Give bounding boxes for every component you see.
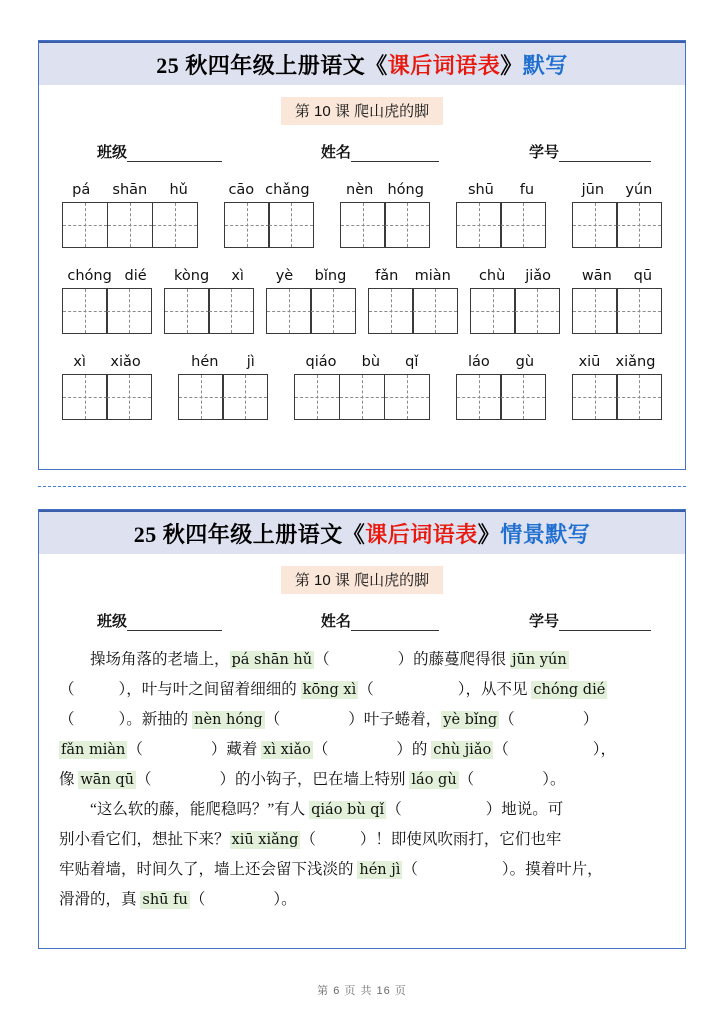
sheet1-title-red: 课后词语表 <box>387 52 501 78</box>
word-group <box>61 354 153 420</box>
pinyin-syllable: shān <box>112 182 148 198</box>
word-group <box>571 354 663 420</box>
sheet1-lesson-row <box>39 97 685 125</box>
panel-separator <box>38 486 686 487</box>
writing-boxes <box>62 288 153 334</box>
sheet1-class-label: 班级 <box>97 145 128 161</box>
sheet1-lesson-chip: 第 10 课 爬山虎的脚 <box>281 97 443 125</box>
tianzige-cell[interactable] <box>368 288 414 334</box>
sheet1-title-band <box>39 41 685 85</box>
tianzige-cell[interactable] <box>470 288 516 334</box>
tianzige-cell[interactable] <box>412 288 458 334</box>
word-row <box>61 182 663 248</box>
passage-text: （ <box>312 741 329 758</box>
pinyin-label <box>571 354 663 370</box>
sheet1-title <box>156 49 568 80</box>
passage-text: （ <box>136 771 152 788</box>
word-group <box>177 354 269 420</box>
writing-boxes <box>178 374 269 420</box>
tianzige-cell[interactable] <box>222 374 268 420</box>
pinyin-prompt: láo gù <box>411 772 457 788</box>
sheet1-class-blank[interactable] <box>127 147 222 162</box>
pinyin-prompt: nèn hóng <box>194 712 263 728</box>
sheet1-id-field[interactable] <box>529 141 651 162</box>
passage-text: 像 <box>59 771 79 788</box>
passage-line <box>59 765 665 795</box>
word-group <box>367 268 459 334</box>
pinyin-prompt: hén jì <box>359 862 401 878</box>
pinyin-label <box>455 354 547 370</box>
pinyin-prompt: xiū xiǎng <box>231 832 299 848</box>
tianzige-cell[interactable] <box>384 374 430 420</box>
writing-boxes <box>572 202 663 248</box>
tianzige-cell[interactable] <box>106 288 152 334</box>
pinyin-prompt: fǎn miàn <box>61 742 126 758</box>
word-group <box>61 182 199 248</box>
pinyin-syllable: chǎng <box>265 182 310 198</box>
worksheet-panel-context-dictation <box>38 509 686 949</box>
passage-text: （ <box>458 771 475 788</box>
pinyin-prompt: pá shān hǔ <box>231 652 313 668</box>
sheet1-name-blank[interactable] <box>351 147 439 162</box>
passage-text: （ <box>314 651 330 668</box>
pinyin-prompt: chù jiǎo <box>433 742 492 758</box>
writing-boxes <box>572 288 663 334</box>
passage-text: （ <box>127 741 143 758</box>
passage-line <box>59 705 665 735</box>
writing-boxes <box>266 288 357 334</box>
tianzige-cell[interactable] <box>500 202 546 248</box>
pinyin-syllable: hǔ <box>169 182 188 198</box>
pinyin-syllable: jiǎo <box>525 268 552 284</box>
pinyin-syllable: hén <box>191 354 219 370</box>
sheet1-info-row <box>39 141 685 162</box>
writing-boxes <box>62 374 153 420</box>
sheet2-info-row <box>39 610 685 631</box>
passage-text: ）， <box>592 741 616 758</box>
tianzige-cell[interactable] <box>268 202 314 248</box>
tianzige-cell[interactable] <box>384 202 430 248</box>
pinyin-label <box>455 182 547 198</box>
pinyin-label <box>223 182 315 198</box>
passage-text: ）的小钩子，巴在墙上特别 <box>219 771 410 788</box>
pinyin-syllable: xiǎo <box>110 354 141 370</box>
passage-text: ）。 <box>542 771 566 788</box>
pinyin-syllable: bǐng <box>314 268 347 284</box>
pinyin-label <box>367 268 459 284</box>
sheet2-lesson-chip: 第 10 课 爬山虎的脚 <box>281 566 443 594</box>
pinyin-syllable: shū <box>467 182 494 198</box>
passage-text: “这么软的藤，能爬稳吗？”有人 <box>90 801 310 818</box>
sheet1-name-label: 姓名 <box>320 145 351 161</box>
passage-text: ）！即使风吹雨打，它们也牢 <box>359 831 562 848</box>
pinyin-label <box>61 182 199 198</box>
passage-text: （ <box>264 711 281 728</box>
passage-text: ）的 <box>396 741 432 758</box>
pinyin-label <box>265 268 357 284</box>
tianzige-cell[interactable] <box>340 202 386 248</box>
sheet2-class-blank[interactable] <box>127 616 222 631</box>
sheet2-id-label: 学号 <box>528 614 559 630</box>
writing-boxes <box>340 202 431 248</box>
sheet2-title-red: 课后词语表 <box>365 521 478 547</box>
tianzige-cell[interactable] <box>164 288 210 334</box>
sheet2-name-blank[interactable] <box>351 616 439 631</box>
tianzige-cell[interactable] <box>62 374 108 420</box>
passage-text: （ <box>59 711 75 728</box>
word-group <box>61 268 153 334</box>
tianzige-cell[interactable] <box>224 202 270 248</box>
pinyin-label <box>339 182 431 198</box>
tianzige-cell[interactable] <box>514 288 560 334</box>
word-group <box>455 182 547 248</box>
worksheet-panel-dictation <box>38 40 686 470</box>
tianzige-cell[interactable] <box>616 288 662 334</box>
tianzige-cell[interactable] <box>456 374 502 420</box>
pinyin-syllable: hóng <box>387 182 424 198</box>
word-group <box>469 268 561 334</box>
sheet1-id-blank[interactable] <box>559 147 651 162</box>
word-group <box>571 268 663 334</box>
tianzige-cell[interactable] <box>310 288 356 334</box>
pinyin-syllable: cāo <box>228 182 255 198</box>
pinyin-syllable: jì <box>246 354 255 370</box>
pinyin-prompt: chóng dié <box>533 682 606 698</box>
passage-text: 滑滑的，真 <box>59 891 141 908</box>
sheet2-class-label: 班级 <box>97 614 128 630</box>
sheet2-class-field[interactable] <box>97 610 321 631</box>
passage-text: ）。摸着叶片， <box>501 861 603 878</box>
passage-text: （ <box>358 681 374 698</box>
pinyin-label <box>571 182 663 198</box>
word-group <box>571 182 663 248</box>
sheet1-class-field[interactable] <box>97 141 321 162</box>
pinyin-syllable: kòng <box>174 268 210 284</box>
word-group <box>339 182 431 248</box>
tianzige-cell[interactable] <box>266 288 312 334</box>
writing-boxes <box>164 288 255 334</box>
passage-text: ）。新抽的 <box>118 711 193 728</box>
writing-boxes <box>572 374 663 420</box>
pinyin-syllable: qiáo <box>305 354 337 370</box>
sheet2-title <box>134 518 591 549</box>
tianzige-cell[interactable] <box>500 374 546 420</box>
pinyin-syllable: chóng <box>67 268 112 284</box>
word-group <box>293 354 431 420</box>
passage-text: （ <box>386 801 402 818</box>
sheet2-lesson-row <box>39 566 685 594</box>
writing-boxes <box>470 288 561 334</box>
pinyin-syllable: jūn <box>581 182 605 198</box>
pinyin-syllable: dié <box>124 268 147 284</box>
pinyin-label <box>177 354 269 370</box>
tianzige-cell[interactable] <box>208 288 254 334</box>
passage-text: （ <box>300 831 316 848</box>
pinyin-prompt: yè bǐng <box>443 712 498 728</box>
passage-text: （ <box>189 891 206 908</box>
pinyin-label <box>163 268 255 284</box>
sheet2-title-band <box>39 510 685 554</box>
page-footer: 第 6 页 共 16 页 <box>317 985 407 997</box>
sheet2-name-label: 姓名 <box>320 614 351 630</box>
tianzige-cell[interactable] <box>572 374 618 420</box>
passage-text: 操场角落的老墙上， <box>90 651 230 668</box>
word-group <box>455 354 547 420</box>
passage-line <box>59 645 665 675</box>
passage-text: 牢贴着墙，时间久了，墙上还会留下浅淡的 <box>59 861 358 878</box>
writing-boxes <box>224 202 315 248</box>
pinyin-label <box>61 354 153 370</box>
tianzige-cell[interactable] <box>339 374 385 420</box>
pinyin-syllable: fu <box>519 182 535 198</box>
tianzige-cell[interactable] <box>62 202 108 248</box>
passage-text: （ <box>402 861 418 878</box>
passage-text: ）叶子蜷着， <box>348 711 442 728</box>
passage-line <box>59 735 665 765</box>
pinyin-syllable: qǐ <box>405 354 419 370</box>
pinyin-prompt: shū fu <box>142 892 188 908</box>
pinyin-syllable: chù <box>478 268 506 284</box>
pinyin-prompt: qiáo bù qǐ <box>311 802 385 818</box>
pinyin-label <box>293 354 431 370</box>
context-passage <box>39 645 685 915</box>
passage-line <box>59 885 665 915</box>
tianzige-cell[interactable] <box>62 288 108 334</box>
pinyin-syllable: yún <box>625 182 653 198</box>
passage-line <box>59 825 665 855</box>
tianzige-cell[interactable] <box>106 374 152 420</box>
tianzige-cell[interactable] <box>616 202 662 248</box>
passage-line <box>59 795 665 825</box>
word-grid-rows <box>39 182 685 420</box>
tianzige-cell[interactable] <box>294 374 340 420</box>
pinyin-syllable: xiǎng <box>615 354 656 370</box>
sheet1-title-mid: 》 <box>500 52 523 78</box>
word-row <box>61 354 663 420</box>
sheet1-name-field[interactable] <box>321 141 529 162</box>
tianzige-cell[interactable] <box>107 202 153 248</box>
word-group <box>223 182 315 248</box>
pinyin-syllable: gù <box>515 354 535 370</box>
pinyin-syllable: miàn <box>414 268 451 284</box>
pinyin-prompt: xì xiǎo <box>263 742 311 758</box>
pinyin-prompt: wān qū <box>80 772 135 788</box>
tianzige-cell[interactable] <box>572 202 618 248</box>
sheet2-title-suffix: 情景默写 <box>500 521 591 547</box>
sheet2-id-blank[interactable] <box>559 616 651 631</box>
word-group <box>163 268 255 334</box>
passage-text: ）。 <box>273 891 297 908</box>
pinyin-syllable: qū <box>633 268 653 284</box>
pinyin-label <box>571 268 663 284</box>
sheet1-title-prefix: 25 秋四年级上册语文《 <box>156 52 388 78</box>
pinyin-syllable: wān <box>581 268 612 284</box>
pinyin-prompt: kōng xì <box>302 682 357 698</box>
pinyin-syllable: yè <box>275 268 294 284</box>
tianzige-cell[interactable] <box>178 374 224 420</box>
writing-boxes <box>456 374 547 420</box>
pinyin-syllable: pá <box>72 182 91 198</box>
passage-text: 别小看它们，想扯下来？ <box>59 831 230 848</box>
sheet2-title-prefix: 25 秋四年级上册语文《 <box>133 521 366 547</box>
passage-text: （ <box>493 741 509 758</box>
pinyin-syllable: nèn <box>346 182 374 198</box>
writing-boxes <box>294 374 429 420</box>
tianzige-cell[interactable] <box>456 202 502 248</box>
pinyin-label <box>61 268 153 284</box>
passage-text: ），从不见 <box>457 681 532 698</box>
word-group <box>265 268 357 334</box>
passage-text: ），叶与叶之间留着细细的 <box>118 681 301 698</box>
pinyin-syllable: fǎn <box>375 268 399 284</box>
sheet1-title-suffix: 默写 <box>522 52 568 78</box>
pinyin-label <box>469 268 561 284</box>
sheet2-name-field[interactable] <box>321 610 529 631</box>
sheet1-id-label: 学号 <box>528 145 559 161</box>
tianzige-cell[interactable] <box>152 202 198 248</box>
writing-boxes <box>62 202 197 248</box>
passage-text: （ <box>59 681 75 698</box>
pinyin-prompt: jūn yún <box>512 652 567 668</box>
passage-text: ）藏着 <box>210 741 262 758</box>
writing-boxes <box>368 288 459 334</box>
passage-text: ）地说。可 <box>485 801 564 818</box>
passage-text: （ <box>499 711 515 728</box>
pinyin-syllable: xì <box>231 268 244 284</box>
word-row <box>61 268 663 334</box>
sheet2-title-mid: 》 <box>477 521 501 547</box>
pinyin-syllable: láo <box>467 354 490 370</box>
sheet2-id-field[interactable] <box>529 610 651 631</box>
passage-line <box>59 675 665 705</box>
writing-boxes <box>456 202 547 248</box>
pinyin-syllable: xì <box>73 354 86 370</box>
pinyin-syllable: bù <box>361 354 381 370</box>
tianzige-cell[interactable] <box>616 374 662 420</box>
passage-text: ）的藤蔓爬得很 <box>397 651 511 668</box>
pinyin-syllable: xiū <box>578 354 601 370</box>
passage-text: ） <box>582 711 599 728</box>
passage-line <box>59 855 665 885</box>
tianzige-cell[interactable] <box>572 288 618 334</box>
